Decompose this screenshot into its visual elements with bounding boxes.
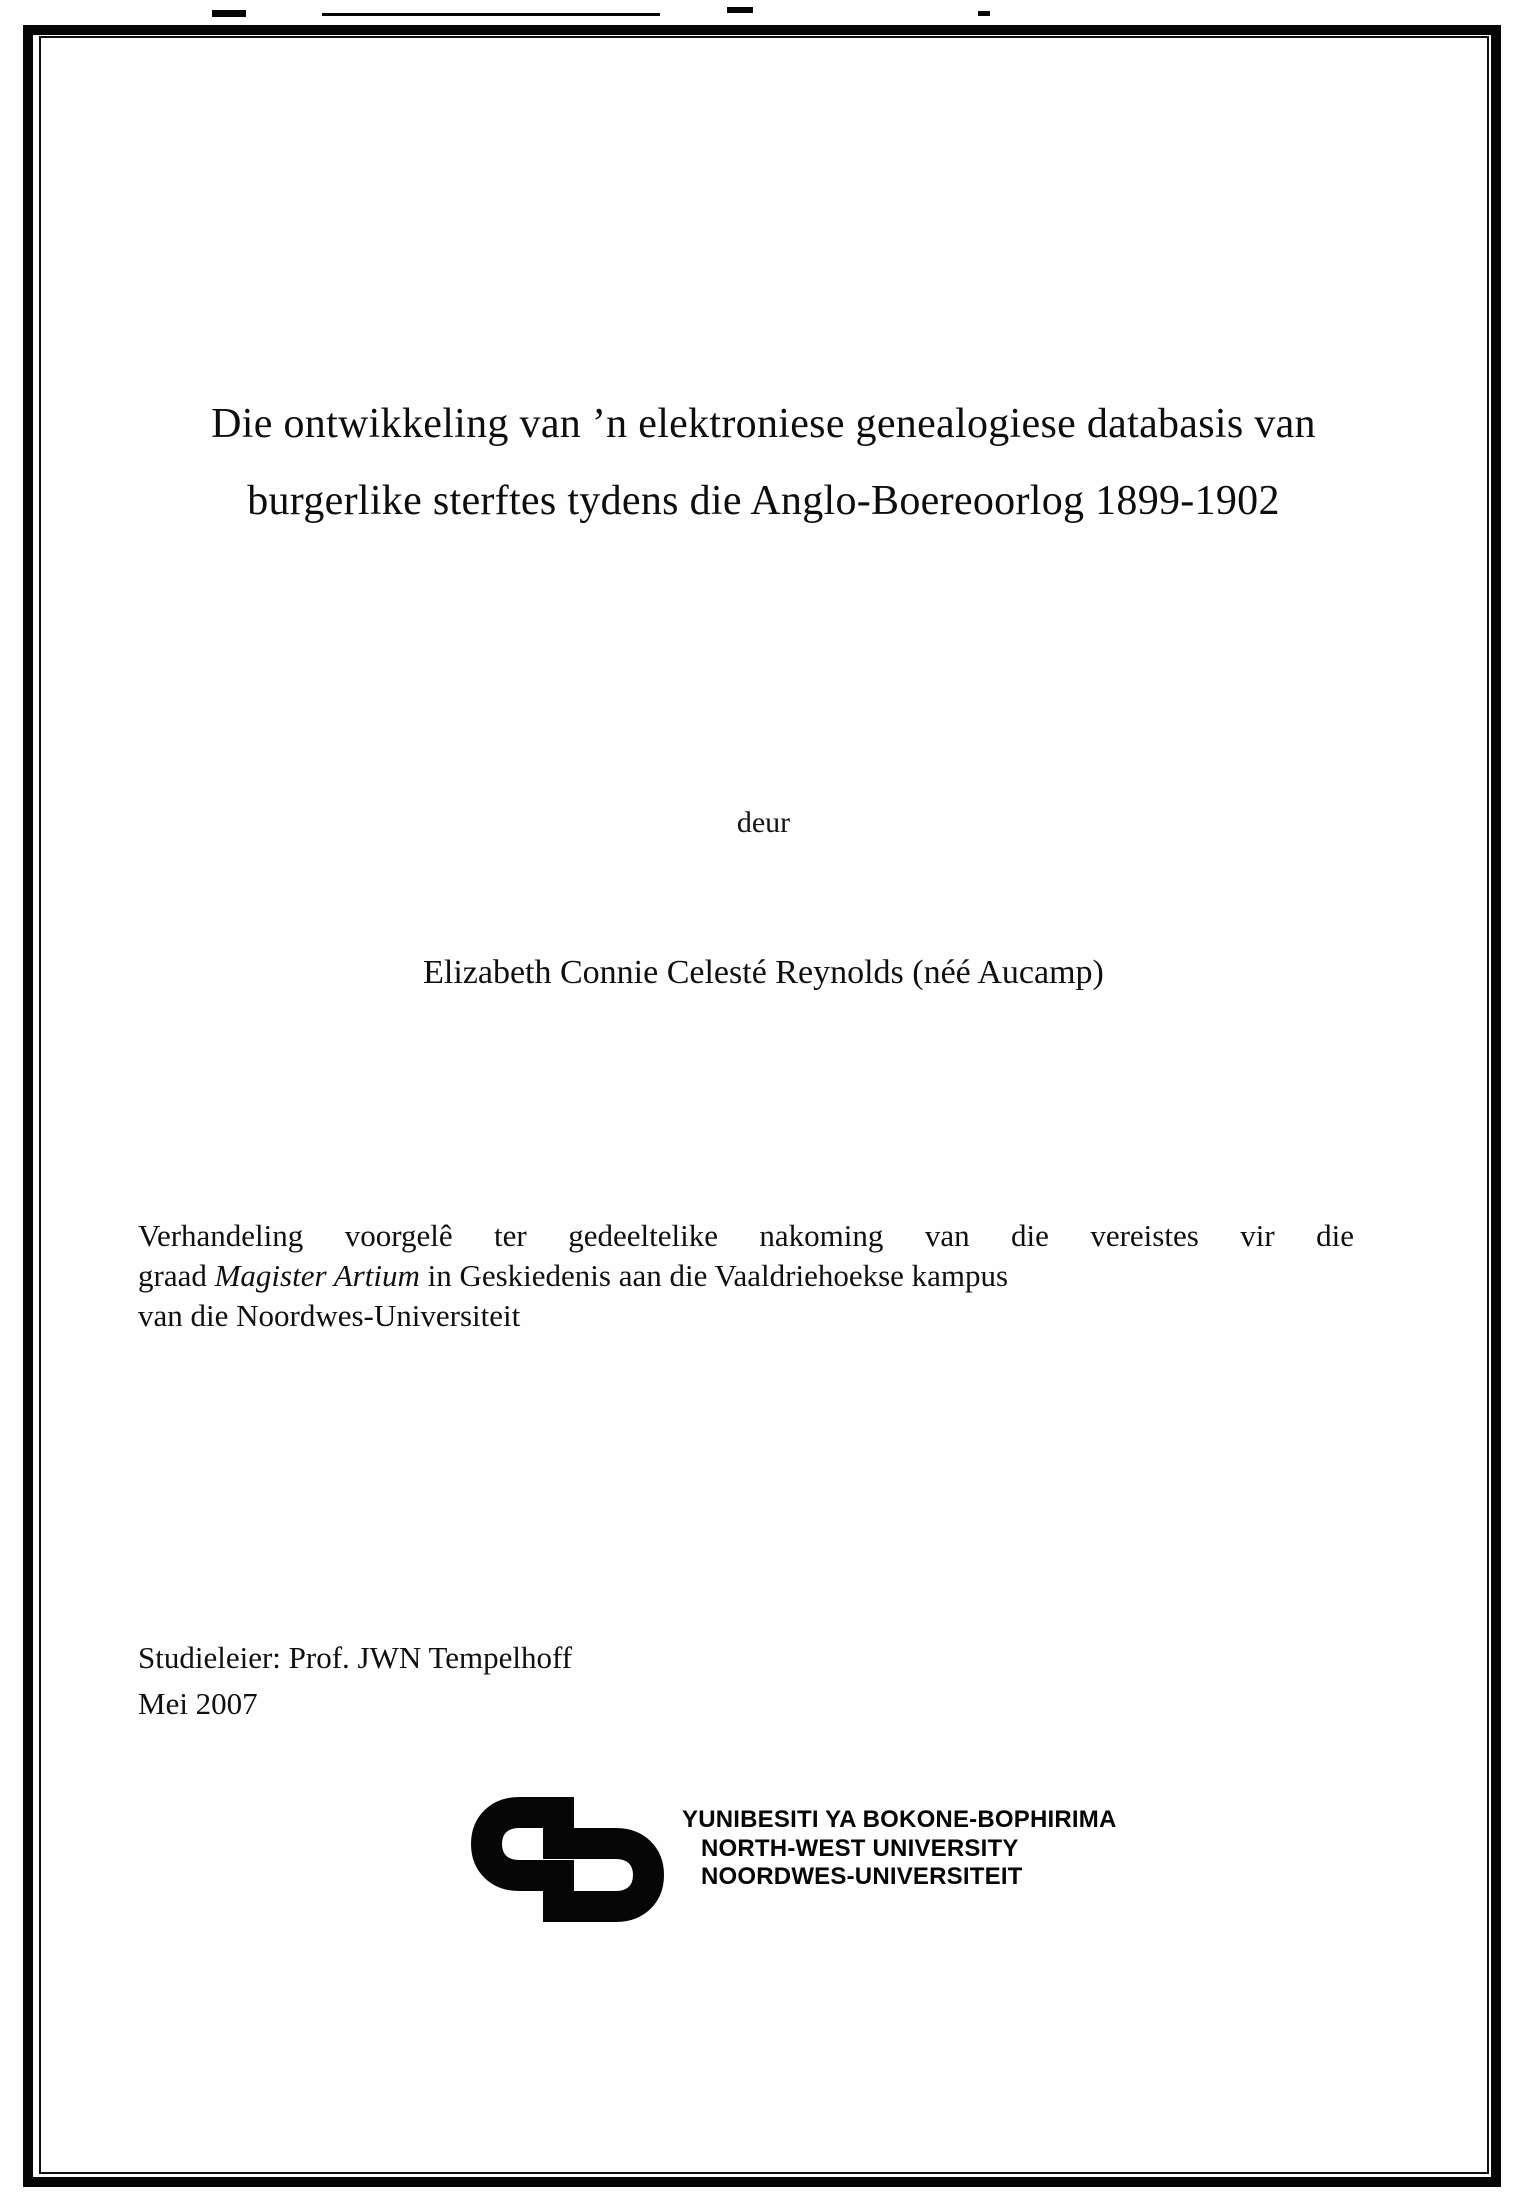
thesis-title [110,386,1417,540]
declaration-paragraph [138,1216,1354,1336]
degree-name: Magister Artium [214,1258,420,1293]
scan-artifact [727,7,753,13]
logo-text-setswana: YUNIBESITI YA BOKONE-BOPHIRIMA [682,1806,1117,1833]
scan-artifact [212,10,246,17]
declaration-line2-post: in Geskiedenis aan die Vaaldriehoekse kampus [419,1258,1009,1293]
declaration-line2-pre: graad [138,1258,215,1293]
nwu-logo-icon [471,1797,665,1923]
byline-deur: deur [736,806,791,839]
university-wordmark [682,1797,1117,1892]
university-logo [471,1797,1117,1923]
logo-text-english: NORTH-WEST UNIVERSITY [701,1834,1019,1862]
logo-text-afrikaans: NOORDWES-UNIVERSITEIT [701,1863,1023,1890]
scan-artifact [978,11,990,16]
declaration-line3: van die Noordwes-Universiteit [138,1298,521,1333]
thesis-title-line1: Die ontwikkeling van ’n elektroniese genealogiese databasis van [211,401,1316,447]
declaration-line2 [138,1256,1354,1296]
scan-artifact [322,13,660,16]
supervisor-line: Studieleier: Prof. JWN Tempelhoff [138,1640,573,1675]
date-line: Mei 2007 [138,1686,258,1721]
declaration-line1: Verhandeling voorgelê ter gedeeltelike nakoming van die vereistes vir die [138,1218,1354,1253]
author-name: Elizabeth Connie Celesté Reynolds (néé Aucamp) [423,954,1104,991]
thesis-title-line2: burgerlike sterftes tydens die Anglo-Boereoorlog 1899-1902 [247,478,1280,524]
